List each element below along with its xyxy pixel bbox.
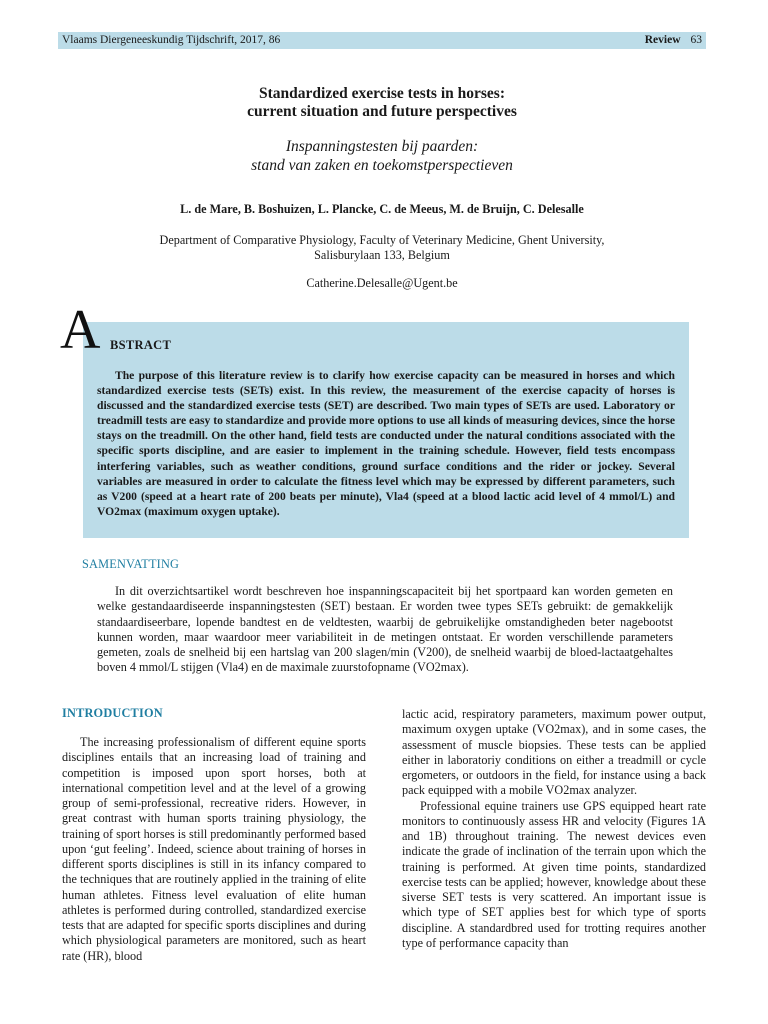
title-line-2: current situation and future perspectives: [247, 103, 517, 120]
article-title: [58, 85, 706, 121]
samenvatting-text: In dit overzichtsartikel wordt beschreven hoe inspanningscapaciteit bij het sportpaard kan worden gemeten en welke gestandaardiseerde inspanningstesten (SET) bestaan. Er worden twee types SETs gebruikt: de gemakkelijk standaardiseerbare, lopende bandtest en de veldtesten, waarbij de gebruikelijke omstandigheden beter nagebootst kunnen worden, maar waardoor meer variabiliteit in de metingen ontstaat. Er worden verschillende parameters gemeten, zoals de snelheid bij een hartslag van 200 slagen/min (V200), de snelheid waarbij de bloed-lactaatgehaltes boven 4 mmol/L stijgen (Vla4) en de maximale zuurstofopname (VO2max).: [97, 584, 673, 675]
section-label: Review: [644, 34, 681, 46]
affiliation-line-1: Department of Comparative Physiology, Faculty of Veterinary Medicine, Ghent University,: [159, 233, 605, 247]
intro-paragraph-1: The increasing professionalism of different equine sports disciplines entails that an increasing load of training and competition is imposed upon sport horses, both at international competition level and at the level of a growing group of semi-professional, recreative riders. However, in great contrast with human sports training physiology, the training of sport horses is still predominantly performed based upon ‘gut feeling’. Indeed, science about training of horses in different sports disciplines is still in its infancy compared to the techniques that are routinely applied in the training of elite human athletes. Fitness level evaluation of elite human athletes is performed during controlled, standardized exercise tests that are adapted for specific sports disciplines and during which physiological parameters are monitored, such as heart rate (HR), blood: [62, 735, 366, 963]
author-list: L. de Mare, B. Boshuizen, L. Plancke, C. de Meeus, M. de Bruijn, C. Delesalle: [180, 202, 584, 216]
samenvatting-heading: SAMENVATTING: [82, 557, 180, 571]
intro-paragraph-2: Professional equine trainers use GPS equipped heart rate monitors to continuously assess HR and velocity (Figures 1A and 1B) throughout training. The newest devices even indicate the grade of inclination of the terrain upon which the training is performed. At given time points, standardized exercise tests can be applied; however, knowledge about these siverse SET tests is very scattered. An important issue is which type of SET applies best for which type of sports discipline. A standardbred used for trotting requires another type of performance capacity than: [402, 798, 706, 950]
title-line-1: Standardized exercise tests in horses:: [259, 85, 505, 102]
abstract-drop-cap: A: [60, 299, 101, 361]
affiliation: [58, 233, 706, 263]
dutch-title-line-1: Inspanningstesten bij paarden:: [285, 138, 479, 155]
header-right: [645, 32, 702, 49]
introduction-heading: INTRODUCTION: [62, 706, 163, 720]
corresponding-email: Catherine.Delesalle@Ugent.be: [306, 276, 458, 290]
page-number: 63: [690, 34, 702, 46]
intro-paragraph-1-continued: lactic acid, respiratory parameters, maximum power output, maximum oxygen uptake (VO2max), and in some cases, the assessment of muscle biopsies. These tests can be applied either in laboratoriy conditions on either a treadmill or cycle ergometers, or outdoors in the field, for instance using a back pack equipped with a mobile VO2max analyzer.: [402, 707, 706, 798]
abstract-text: The purpose of this literature review is to clarify how exercise capacity can be measured in horses and which standardized exercise tests (SETs) exist. In this review, the measurement of the exercise capacity of horses is discussed and the standardized exercise tests (SET) are described. Two main types of SETs are used. Laboratory or treadmill tests are easy to standardize and provide more options to use all kinds of measuring devices, since the horse stays on the treadmill. On the other hand, field tests are conducted under the natural conditions associated with the specific sports discipline, and are easier to implement in the training schedule. However, field tests encompass interfering variables, such as weather conditions, ground surface conditions and the rider or jockey. Several variables are measured in order to calculate the fitness level which may be expressed by different parameters, such as V200 (speed at a heart rate of 200 beats per minute), Vla4 (speed at a blood lactic acid level of 4 mmol/L) and VO2max (maximum oxygen uptake).: [97, 369, 675, 518]
abstract-heading: BSTRACT: [110, 338, 172, 352]
introduction-column-left: [62, 735, 366, 964]
affiliation-line-2: Salisburylaan 133, Belgium: [314, 248, 450, 262]
journal-citation: Vlaams Diergeneeskundig Tijdschrift, 2017, 86: [62, 34, 281, 46]
introduction-column-right: [402, 707, 706, 951]
running-header: [58, 32, 706, 49]
dutch-title-line-2: stand van zaken en toekomstperspectieven: [251, 157, 513, 174]
dutch-title: [58, 137, 706, 175]
